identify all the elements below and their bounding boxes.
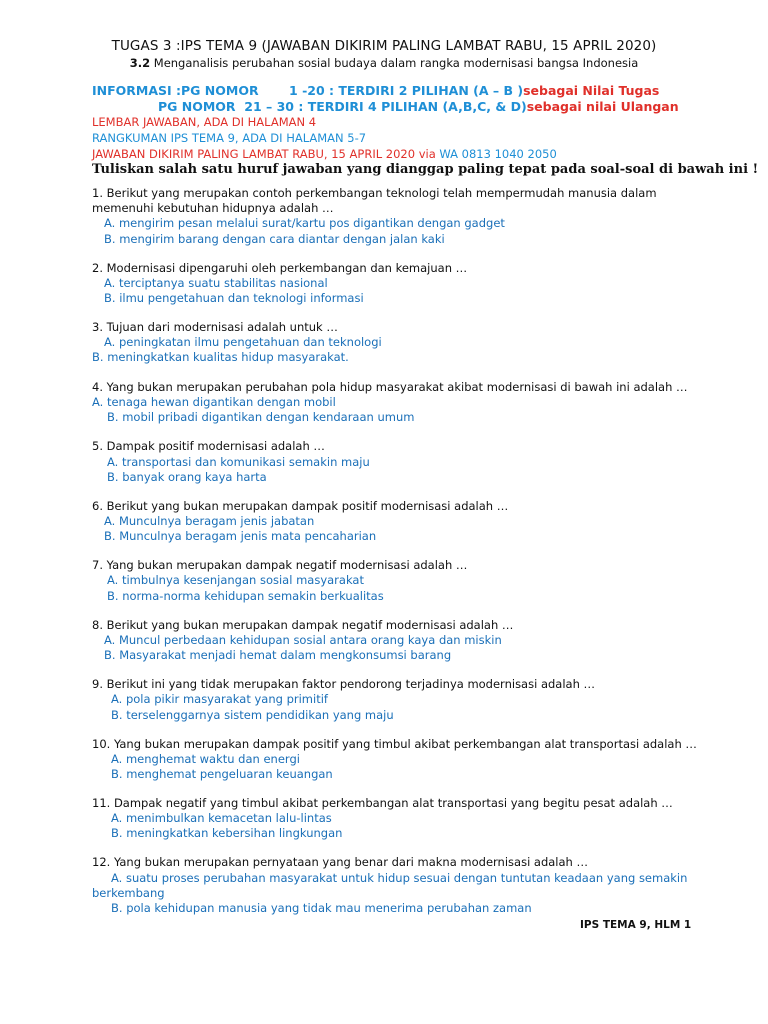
subtitle-number: 3.2	[129, 56, 151, 70]
question-10-option-a: A. menghemat waktu dan energi	[111, 752, 300, 766]
question-12-option-a: A. suatu proses perubahan masyarakat untuk hidup sesuai dengan tuntutan keadaan yang semakin	[111, 871, 688, 885]
question-6-text: 6. Berikut yang bukan merupakan dampak positif modernisasi adalah …	[92, 499, 509, 513]
question-5-option-a: A. transportasi dan komunikasi semakin maju	[107, 455, 370, 469]
instruction-text: Tuliskan salah satu huruf jawaban yang dianggap paling tepat pada soal-soal di bawah ini !	[92, 162, 759, 177]
question-7-option-b: B. norma-norma kehidupan semakin berkualitas	[107, 589, 384, 603]
whatsapp-number: WA 0813 1040 2050	[439, 147, 557, 161]
question-7-text: 7. Yang bukan merupakan dampak negatif modernisasi adalah …	[92, 558, 468, 572]
question-11-option-b: B. meningkatkan kebersihan lingkungan	[111, 826, 343, 840]
question-9-option-b: B. terselenggarnya sistem pendidikan yang maju	[111, 708, 394, 722]
question-3-option-b: B. meningkatkan kualitas hidup masyarakat.	[92, 350, 349, 364]
question-3-option-a: A. peningkatan ilmu pengetahuan dan teknologi	[104, 335, 382, 349]
question-7-option-a: A. timbulnya kesenjangan sosial masyarakat	[107, 573, 364, 587]
lembar-jawaban-note: LEMBAR JAWABAN, ADA DI HALAMAN 4	[92, 115, 317, 129]
question-10-text: 10. Yang bukan merupakan dampak positif yang timbul akibat perkembangan alat transportasi adalah …	[92, 737, 697, 751]
kirim-note	[92, 147, 557, 161]
question-8-text: 8. Berikut yang bukan merupakan dampak negatif modernisasi adalah …	[92, 618, 514, 632]
page-title: TUGAS 3 :IPS TEMA 9 (JAWABAN DIKIRIM PALING LAMBAT RABU, 15 APRIL 2020)	[111, 38, 657, 54]
question-1-option-a: A. mengirim pesan melalui surat/kartu pos digantikan dengan gadget	[104, 216, 505, 230]
question-1-text-cont: memenuhi kebutuhan hidupnya adalah …	[92, 201, 334, 215]
question-8-option-a: A. Muncul perbedaan kehidupan sosial antara orang kaya dan miskin	[104, 633, 502, 647]
question-2-option-b: B. ilmu pengetahuan dan teknologi informasi	[104, 291, 364, 305]
question-3-text: 3. Tujuan dari modernisasi adalah untuk …	[92, 320, 338, 334]
page-subtitle	[0, 56, 768, 70]
question-6-option-a: A. Munculnya beragam jenis jabatan	[104, 514, 315, 528]
question-4-option-a: A. tenaga hewan digantikan dengan mobil	[92, 395, 336, 409]
info-line-1-blue: INFORMASI :PG NOMOR 1 -20 : TERDIRI 2 PILIHAN (A – B )	[92, 83, 524, 98]
question-9-option-a: A. pola pikir masyarakat yang primitif	[111, 692, 328, 706]
info-line-2	[158, 99, 679, 114]
question-4-text: 4. Yang bukan merupakan perubahan pola hidup masyarakat akibat modernisasi di bawah ini adalah …	[92, 380, 688, 394]
question-12-option-b: B. pola kehidupan manusia yang tidak mau menerima perubahan zaman	[111, 901, 532, 915]
question-9-text: 9. Berikut ini yang tidak merupakan faktor pendorong terjadinya modernisasi adalah …	[92, 677, 596, 691]
info-line-2-blue: PG NOMOR 21 – 30 : TERDIRI 4 PILIHAN (A,B,C, & D)	[158, 99, 527, 114]
question-11-option-a: A. menimbulkan kemacetan lalu-lintas	[111, 811, 332, 825]
info-line-2-red: sebagai nilai Ulangan	[526, 99, 679, 114]
page-footer: IPS TEMA 9, HLM 1	[580, 919, 692, 931]
question-8-option-b: B. Masyarakat menjadi hemat dalam mengkonsumsi barang	[104, 648, 452, 662]
question-2-option-a: A. terciptanya suatu stabilitas nasional	[104, 276, 328, 290]
info-line-1-red: sebagai Nilai Tugas	[523, 83, 660, 98]
question-4-option-b: B. mobil pribadi digantikan dengan kendaraan umum	[107, 410, 415, 424]
kirim-note-text: JAWABAN DIKIRIM PALING LAMBAT RABU, 15 APRIL 2020 via	[92, 147, 440, 161]
question-5-option-b: B. banyak orang kaya harta	[107, 470, 267, 484]
subtitle-text: Menganalisis perubahan sosial budaya dalam rangka modernisasi bangsa Indonesia	[153, 56, 639, 70]
question-2-text: 2. Modernisasi dipengaruhi oleh perkembangan dan kemajuan …	[92, 261, 468, 275]
question-5-text: 5. Dampak positif modernisasi adalah …	[92, 439, 325, 453]
question-12-option-a-cont: berkembang	[92, 886, 165, 900]
question-12-text: 12. Yang bukan merupakan pernyataan yang benar dari makna modernisasi adalah …	[92, 855, 588, 869]
rangkuman-note: RANGKUMAN IPS TEMA 9, ADA DI HALAMAN 5-7	[92, 131, 367, 145]
info-line-1	[92, 83, 659, 98]
question-10-option-b: B. menghemat pengeluaran keuangan	[111, 767, 333, 781]
question-11-text: 11. Dampak negatif yang timbul akibat perkembangan alat transportasi yang begitu pesat adalah …	[92, 796, 673, 810]
question-1-text: 1. Berikut yang merupakan contoh perkembangan teknologi telah mempermudah manusia dalam	[92, 186, 657, 200]
question-1-option-b: B. mengirim barang dengan cara diantar dengan jalan kaki	[104, 232, 445, 246]
question-6-option-b: B. Munculnya beragam jenis mata pencaharian	[104, 529, 377, 543]
